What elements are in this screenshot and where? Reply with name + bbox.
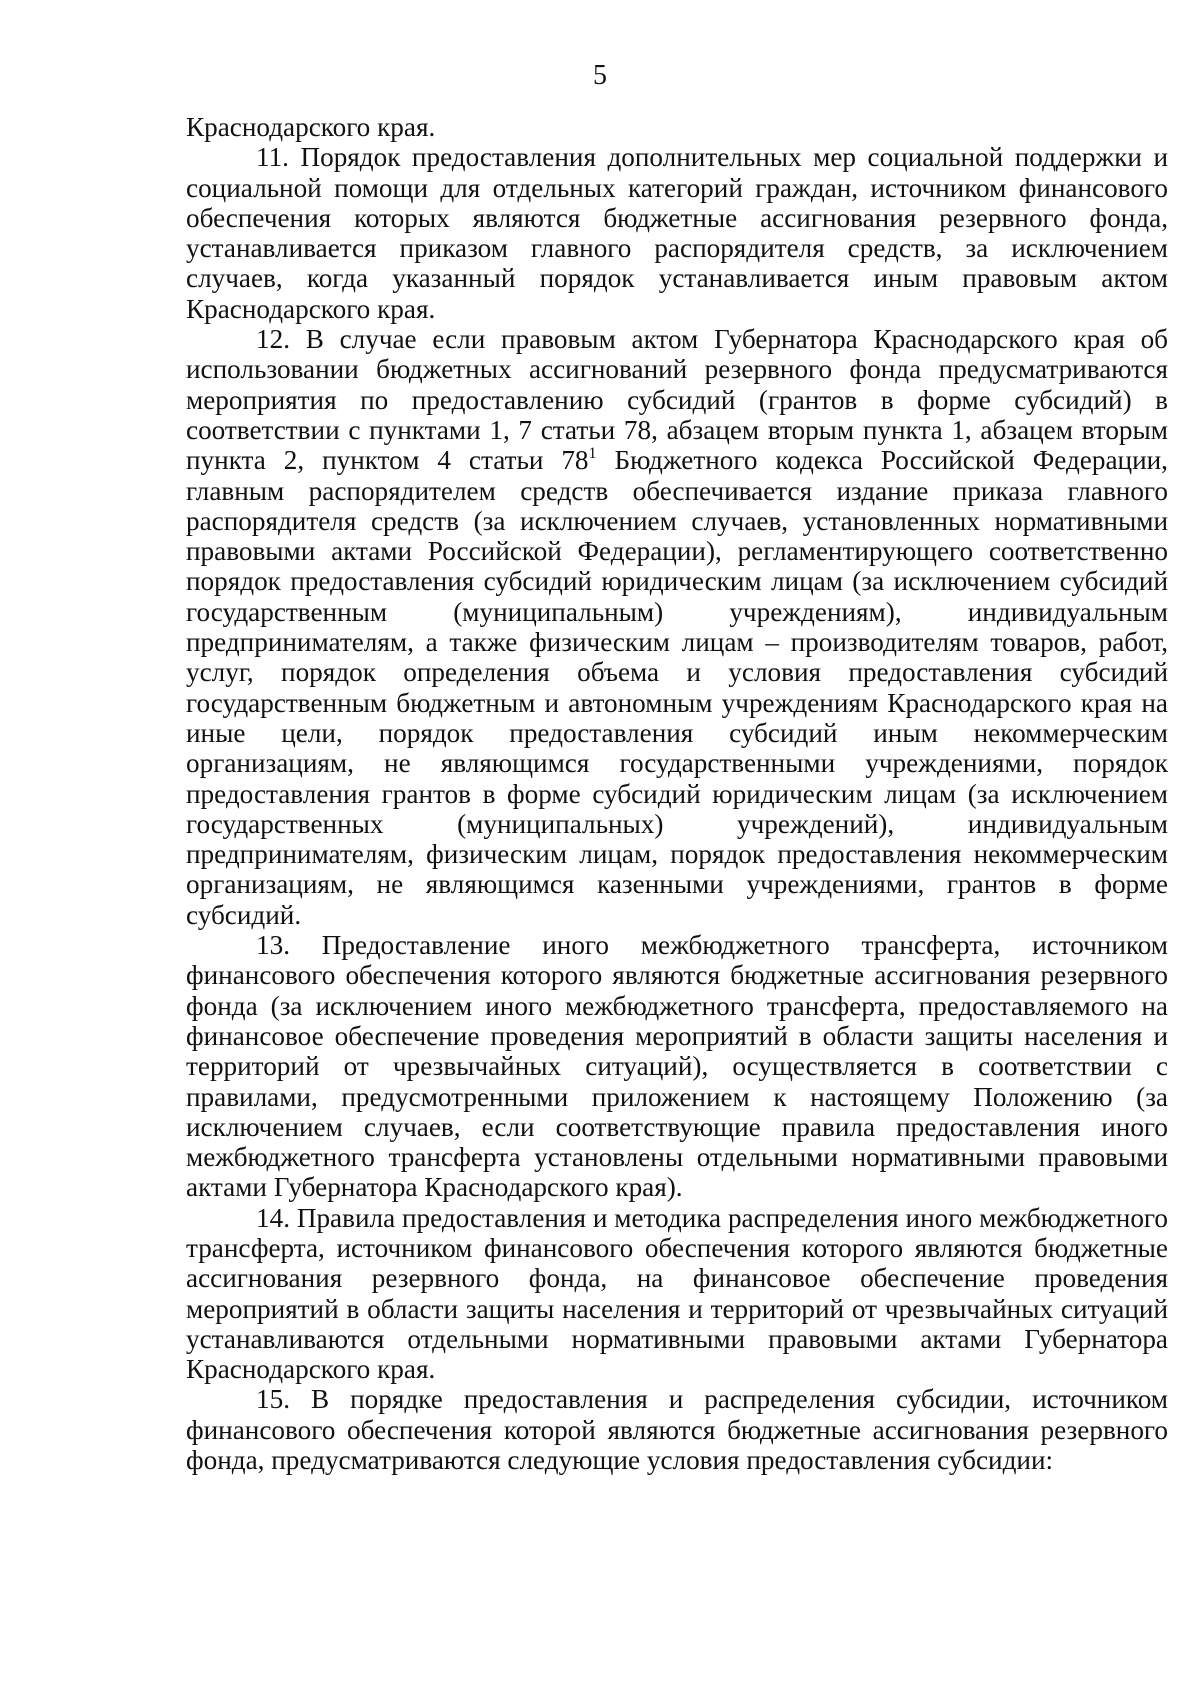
superscript-footnote: 1 — [588, 445, 597, 463]
paragraph-12 — [186, 324, 1168, 930]
paragraph-14: 14. Правила предоставления и методика распределения иного межбюджетного трансферта, источником финансового обеспечения которого являются бюджетные ассигнования резервного фонда, на финансовое обеспечение проведения мероприятий в области защиты населения и территорий от чрезвычайных ситуаций устанавливаются отдельными нормативными правовыми актами Губернатора Краснодарского края. — [186, 1202, 1168, 1385]
paragraph-15: 15. В порядке предоставления и распределения субсидии, источником финансового обеспечения которой являются бюджетные ассигнования резервного фонда, предусматриваются следующие условия предоставления субсидии: — [186, 1384, 1168, 1476]
page-number: 5 — [593, 60, 607, 91]
paragraph-12-part-1: 12. В случае если правовым актом Губернатора Краснодарского края об использовании бюджетных ассигнований резервного фонда предусматриваются мероприятия по предоставлению субсидий (грантов в форме субсидий) в соответствии с пунктами 1, 7 статьи 78, абзацем вторым пункта 1, абзацем вторым пункта 2, пунктом 4 статьи 78 — [186, 324, 1168, 476]
paragraph-12-part-2: Бюджетного кодекса Российской Федерации, главным распорядителем средств обеспечивается издание приказа главного распорядителя средств (за исключением случаев, установленных нормативными правовыми актами Российской Федерации), регламентирующего соответственно порядок предоставления субсидий юридическим лицам (за исключением субсидий государственным (муниципальным) учреждениям), индивидуальным предпринимателям, а также физическим лицам – производителям товаров, работ, услуг, порядок определения объема и условия предоставления субсидий государственным бюджетным и автономным учреждениям Краснодарского края на иные цели, порядок предоставления субсидий иным некоммерческим организациям, не являющимся государственными учреждениями, порядок предоставления грантов в форме субсидий юридическим лицам (за исключением государственных (муниципальных) учреждений), индивидуальным предпринимателям, физическим лицам, порядок предоставления некоммерческим организациям, не являющимся казенными учреждениями, грантов в форме субсидий. — [186, 445, 1168, 930]
paragraph-continuation: Краснодарского края. — [186, 112, 436, 142]
paragraph-13: 13. Предоставление иного межбюджетного трансферта, источником финансового обеспечения которого являются бюджетные ассигнования резервного фонда (за исключением иного межбюджетного трансферта, предоставляемого на финансовое обеспечение проведения мероприятий в области защиты населения и территорий от чрезвычайных ситуаций), осуществляется в соответствии с правилами, предусмотренными приложением к настоящему Положению (за исключением случаев, если соответствующие правила предоставления иного межбюджетного трансферта установлены отдельными нормативными правовыми актами Губернатора Краснодарского края). — [186, 930, 1168, 1203]
paragraph-11: 11. Порядок предоставления дополнительных мер социальной поддержки и социальной помощи для отдельных категорий граждан, источником финансового обеспечения которых являются бюджетные ассигнования резервного фонда, устанавливается приказом главного распорядителя средств, за исключением случаев, когда указанный порядок устанавливается иным правовым актом Краснодарского края. — [186, 142, 1168, 324]
document-body — [186, 112, 1168, 1475]
